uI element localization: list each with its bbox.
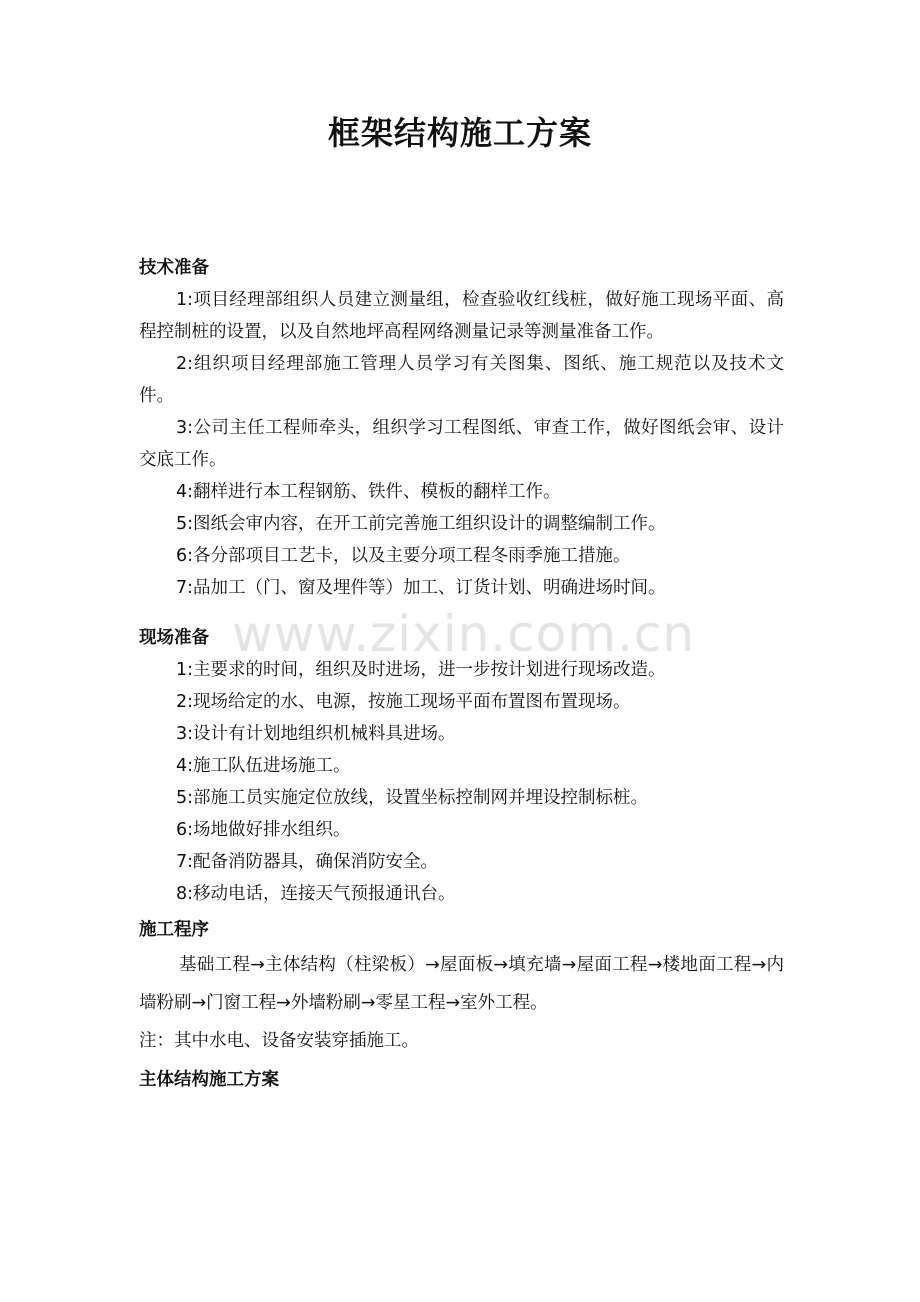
document-body [139, 252, 784, 1096]
paragraph: 8:移动电话，连接天气预报通讯台。 [176, 884, 456, 904]
paragraph: 基础工程→主体结构（柱梁板）→屋面板→填充墙→屋面工程→楼地面工程→内墙粉刷→门窗工程→外墙粉刷→零星工程→室外工程。 [139, 955, 784, 1013]
paragraph: 4:施工队伍进场施工。 [176, 756, 351, 776]
paragraph: 2:组织项目经理部施工管理人员学习有关图集、图纸、施工规范以及技术文件。 [139, 354, 784, 406]
paragraph: 4:翻样进行本工程钢筋、铁件、模板的翻样工作。 [176, 482, 561, 502]
paragraph: 3:公司主任工程师牵头，组织学习工程图纸、审查工作，做好图纸会审、设计交底工作。 [139, 418, 784, 470]
paragraph: 6:场地做好排水组织。 [176, 820, 351, 840]
paragraph: 5:部施工员实施定位放线，设置坐标控制网并埋设控制标桩。 [176, 788, 649, 808]
paragraph: 1:主要求的时间，组织及时进场，进一步按计划进行现场改造。 [176, 660, 666, 680]
paragraph: 1:项目经理部组织人员建立测量组，检查验收红线桩，做好施工现场平面、高程控制桩的设置，以及自然地坪高程网络测量记录等测量准备工作。 [139, 290, 784, 342]
section-heading-site-prep: 现场准备 [139, 628, 209, 648]
section-heading-tech-prep: 技术准备 [139, 258, 209, 278]
paragraph: 3:设计有计划地组织机械料具进场。 [176, 724, 456, 744]
watermark: www.zixin.com.cn [232, 605, 696, 663]
paragraph: 5:图纸会审内容，在开工前完善施工组织设计的调整编制工作。 [176, 514, 666, 534]
section-heading-main-structure: 主体结构施工方案 [139, 1070, 279, 1090]
paragraph: 2:现场给定的水、电源，按施工现场平面布置图布置现场。 [176, 692, 631, 712]
paragraph: 7:品加工（门、窗及埋件等）加工、订货计划、明确进场时间。 [176, 578, 666, 598]
paragraph: 6:各分部项目工艺卡，以及主要分项工程冬雨季施工措施。 [176, 546, 631, 566]
note-paragraph: 注：其中水电、设备安装穿插施工。 [139, 1031, 419, 1051]
paragraph: 7:配备消防器具，确保消防安全。 [176, 852, 439, 872]
section-heading-construction-sequence: 施工程序 [139, 920, 209, 940]
document-title: 框架结构施工方案 [327, 114, 592, 152]
